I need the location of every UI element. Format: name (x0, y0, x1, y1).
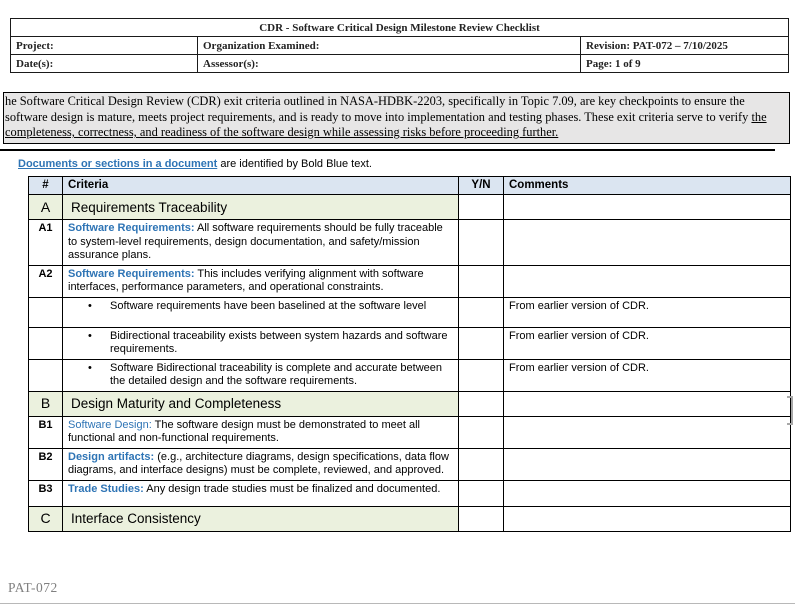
row-num-cell: B3 (29, 480, 63, 506)
criteria-cell (63, 448, 459, 480)
yn-cell[interactable] (459, 220, 504, 266)
comments-cell[interactable]: From earlier version of CDR. (504, 359, 791, 391)
criteria-cell (63, 220, 459, 266)
criteria-cell (63, 297, 459, 327)
criteria-lead-text: Software Design: (68, 418, 152, 431)
comments-cell[interactable] (504, 220, 791, 266)
criteria-cell (63, 265, 459, 297)
criteria-cell (63, 506, 459, 531)
criteria-text: The software design must be demonstrated to meet all functional and non-functional requirements. (68, 418, 420, 445)
section-title: Requirements Traceability (71, 199, 228, 215)
bullet-text: Software Bidirectional traceability is complete and accurate between the detailed design and the software requirements. (110, 361, 443, 388)
table-row (29, 327, 791, 359)
table-row (29, 265, 791, 297)
horizontal-rule (0, 149, 775, 151)
project-field[interactable] (11, 37, 198, 55)
bullet-text: Software requirements have been baselined at the software level (110, 299, 427, 312)
organization-field[interactable] (198, 37, 581, 55)
criteria-cell (63, 195, 459, 220)
document-title: CDR - Software Critical Design Milestone Review Checklist (11, 19, 789, 37)
criteria-cell (63, 359, 459, 391)
row-num-cell: C (29, 506, 63, 531)
checklist-header-row (29, 176, 791, 195)
yn-cell[interactable] (459, 416, 504, 448)
header-fields-row-2 (11, 55, 789, 73)
criteria-lead-text: Design artifacts: (68, 450, 155, 463)
row-num-cell (29, 359, 63, 391)
col-header-yn: Y/N (459, 176, 504, 195)
table-row (29, 359, 791, 391)
table-row (29, 220, 791, 266)
criteria-text: (e.g., architecture diagrams, design specifications, data flow diagrams, and interface designs) must be complete, reviewed, and approved. (68, 450, 449, 477)
bullet-text: Bidirectional traceability exists between system hazards and software requirements. (110, 329, 448, 356)
table-row (29, 480, 791, 506)
intro-paragraph (3, 92, 790, 144)
section-title: Design Maturity and Completeness (71, 396, 282, 412)
col-header-comments: Comments (504, 176, 791, 195)
row-num-cell (29, 297, 63, 327)
section-row (29, 195, 791, 220)
comments-cell[interactable]: From earlier version of CDR. (504, 327, 791, 359)
footer-doc-id: PAT-072 (8, 580, 58, 595)
header-table (10, 18, 789, 73)
criteria-cell (63, 480, 459, 506)
criteria-lead-text: Software Requirements: (68, 267, 195, 280)
comments-cell[interactable] (504, 448, 791, 480)
comments-cell[interactable] (504, 480, 791, 506)
row-num-cell: B1 (29, 416, 63, 448)
yn-cell[interactable] (459, 506, 504, 531)
legend-line (18, 158, 795, 171)
col-header-criteria: Criteria (63, 176, 459, 195)
col-header-num: # (29, 176, 63, 195)
project-label: Project: (16, 39, 54, 52)
assessor-field[interactable] (198, 55, 581, 73)
dates-label: Date(s): (16, 57, 54, 70)
yn-cell[interactable] (459, 359, 504, 391)
assessor-label: Assessor(s): (203, 57, 259, 70)
comments-cell[interactable] (504, 265, 791, 297)
criteria-text: Any design trade studies must be finalized and documented. (143, 482, 441, 495)
section-title: Interface Consistency (71, 511, 201, 527)
organization-label: Organization Examined: (203, 39, 320, 52)
criteria-cell (63, 391, 459, 416)
criteria-lead-text: Software Requirements: (68, 222, 195, 235)
checklist-body (29, 195, 791, 532)
row-num-cell: B (29, 391, 63, 416)
criteria-lead-text: Trade Studies: (68, 482, 144, 495)
table-row (29, 416, 791, 448)
section-row (29, 506, 791, 531)
criteria-text: This includes verifying alignment with software interfaces, performance parameters, and operational constraints. (68, 267, 424, 294)
bullet-icon: • (88, 329, 92, 342)
bracket-icon (787, 396, 793, 425)
dates-field[interactable] (11, 55, 198, 73)
title-row (11, 19, 789, 37)
intro-underlined-text: the completeness, correctness, and readiness of the software design while assessing risks before proceeding further. (5, 109, 767, 140)
comments-cell[interactable]: From earlier version of CDR. (504, 297, 791, 327)
yn-cell[interactable] (459, 480, 504, 506)
revision-value: Revision: PAT-072 – 7/10/2025 (581, 37, 789, 55)
criteria-text: All software requirements should be fully traceable to system-level requirements, design documentation, and safety/mission assurance plans. (68, 222, 443, 262)
legend-highlight: Documents or sections in a document (18, 157, 218, 170)
legend-rest: are identified by Bold Blue text. (217, 157, 372, 170)
yn-cell[interactable] (459, 297, 504, 327)
row-num-cell (29, 327, 63, 359)
section-row (29, 391, 791, 416)
checklist-table (28, 176, 791, 532)
yn-cell[interactable] (459, 448, 504, 480)
table-row (29, 297, 791, 327)
criteria-cell (63, 416, 459, 448)
comments-cell[interactable] (504, 195, 791, 220)
criteria-cell (63, 327, 459, 359)
comments-cell[interactable] (504, 506, 791, 531)
bullet-icon: • (88, 361, 92, 374)
page-bottom-divider (0, 603, 795, 604)
yn-cell[interactable] (459, 195, 504, 220)
yn-cell[interactable] (459, 265, 504, 297)
header-fields-row-1 (11, 37, 789, 55)
page-number-value: Page: 1 of 9 (581, 55, 789, 73)
row-num-cell: A (29, 195, 63, 220)
comments-cell[interactable] (504, 416, 791, 448)
row-num-cell: A2 (29, 265, 63, 297)
row-num-cell: B2 (29, 448, 63, 480)
row-num-cell: A1 (29, 220, 63, 266)
intro-body-text: he Software Critical Design Review (CDR) exit criteria outlined in NASA-HDBK-2203, specifically in Topic 7.09, are key checkpoints to ensure the software design is mature, meets project requirements, and is ready to move into implementation and testing phases. These exit criteria serve to verify (5, 94, 752, 124)
bullet-icon: • (88, 299, 92, 312)
comments-cell[interactable] (504, 391, 791, 416)
yn-cell[interactable] (459, 391, 504, 416)
table-row (29, 448, 791, 480)
yn-cell[interactable] (459, 327, 504, 359)
